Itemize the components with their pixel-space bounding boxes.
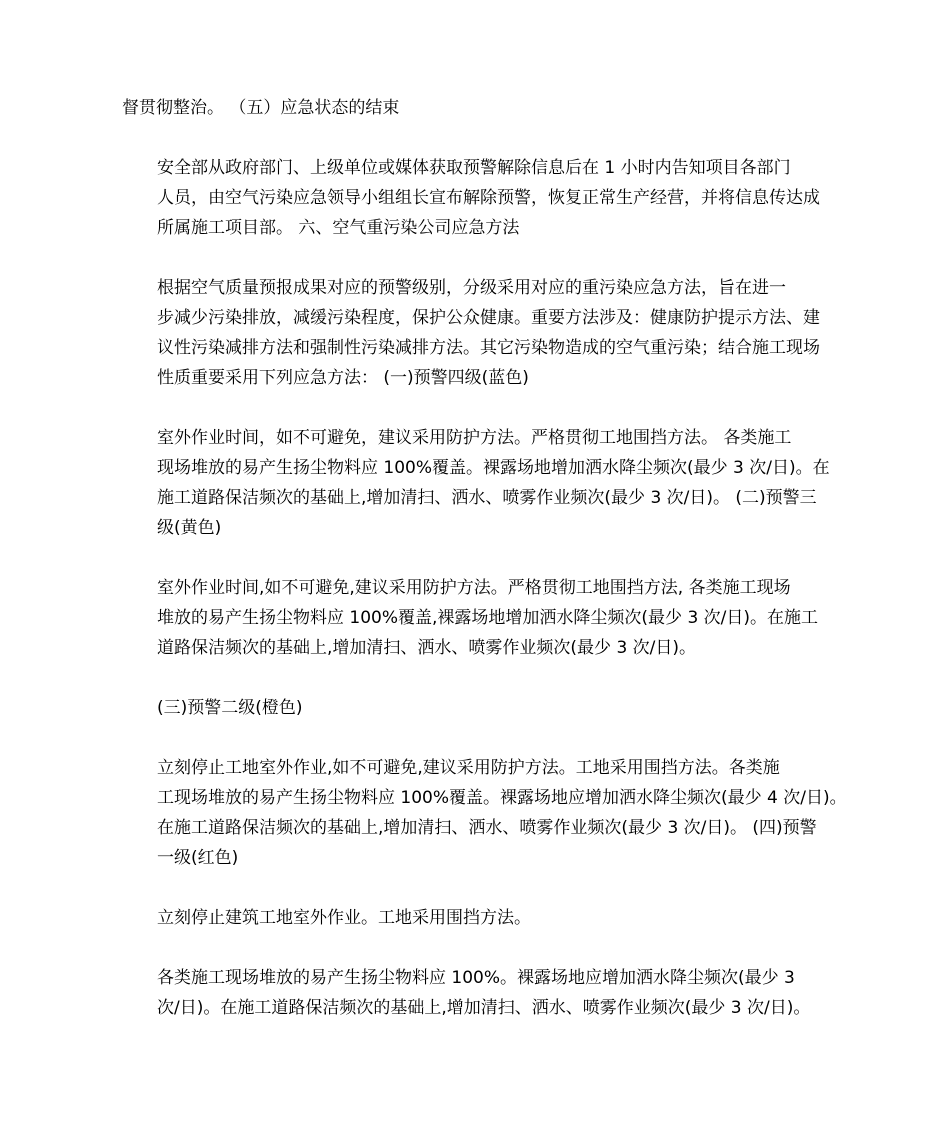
- paragraph-6: [122, 693, 834, 723]
- text-line: 步减少污染排放，减缓污染程度，保护公众健康。重要方法涉及：健康防护提示方法、建: [157, 308, 820, 328]
- paragraph-9: [122, 963, 834, 1023]
- text-line: 安全部从政府部门、上级单位或媒体获取预警解除信息后在 1 小时内告知项目各部门: [157, 158, 791, 178]
- text-line: 工现场堆放的易产生扬尘物料应 100%覆盖。裸露场地应增加洒水降尘频次(最少 4 次/日)。: [157, 788, 847, 808]
- text-line: (三)预警二级(橙色): [157, 698, 303, 718]
- text-line: 在施工道路保洁频次的基础上,增加清扫、洒水、喷雾作业频次(最少 3 次/日)。 (四)预警: [157, 818, 817, 838]
- text-line: 立刻停止建筑工地室外作业。工地采用围挡方法。: [157, 908, 531, 928]
- paragraph-7: [122, 753, 847, 873]
- paragraph-5: [122, 573, 834, 663]
- paragraph-8: [122, 903, 834, 933]
- text-line: 现场堆放的易产生扬尘物料应 100%覆盖。裸露场地增加洒水降尘频次(最少 3 次/日)。在: [157, 458, 830, 478]
- text-line: 所属施工项目部。 六、空气重污染公司应急方法: [157, 218, 520, 238]
- text-line: 室外作业时间,如不可避免,建议采用防护方法。严格贯彻工地围挡方法, 各类施工现场: [157, 578, 791, 598]
- paragraph-1: [122, 93, 834, 123]
- text-line: 根据空气质量预报成果对应的预警级别，分级采用对应的重污染应急方法，旨在进一: [157, 278, 786, 298]
- text-line: 议性污染减排方法和强制性污染减排方法。其它污染物造成的空气重污染；结合施工现场: [157, 338, 820, 358]
- text-line: 次/日)。在施工道路保洁频次的基础上,增加清扫、洒水、喷雾作业频次(最少 3 次/日)。: [157, 998, 811, 1018]
- text-line: 各类施工现场堆放的易产生扬尘物料应 100%。裸露场地应增加洒水降尘频次(最少 3: [157, 968, 795, 988]
- paragraph-3: [122, 273, 834, 393]
- text-line: 一级(红色): [157, 848, 239, 868]
- text-line: 人员，由空气污染应急领导小组组长宣布解除预警，恢复正常生产经营，并将信息传达成: [157, 188, 820, 208]
- paragraph-4: [122, 423, 834, 543]
- text-line: 道路保洁频次的基础上,增加清扫、洒水、喷雾作业频次(最少 3 次/日)。: [157, 638, 697, 658]
- text-line: 级(黄色): [157, 518, 222, 538]
- paragraph-2: [122, 153, 834, 243]
- text-line: 督贯彻整治。 （五）应急状态的结束: [122, 98, 400, 118]
- text-line: 立刻停止工地室外作业,如不可避免,建议采用防护方法。工地采用围挡方法。各类施: [157, 758, 780, 778]
- text-line: 施工道路保洁频次的基础上,增加清扫、洒水、喷雾作业频次(最少 3 次/日)。 (二)预警三: [157, 488, 817, 508]
- text-line: 室外作业时间，如不可避免，建议采用防护方法。严格贯彻工地围挡方法。 各类施工: [157, 428, 792, 448]
- text-line: 性质重要采用下列应急方法： (一)预警四级(蓝色): [157, 368, 529, 388]
- text-line: 堆放的易产生扬尘物料应 100%覆盖,裸露场地增加洒水降尘频次(最少 3 次/日)。在施工: [157, 608, 819, 628]
